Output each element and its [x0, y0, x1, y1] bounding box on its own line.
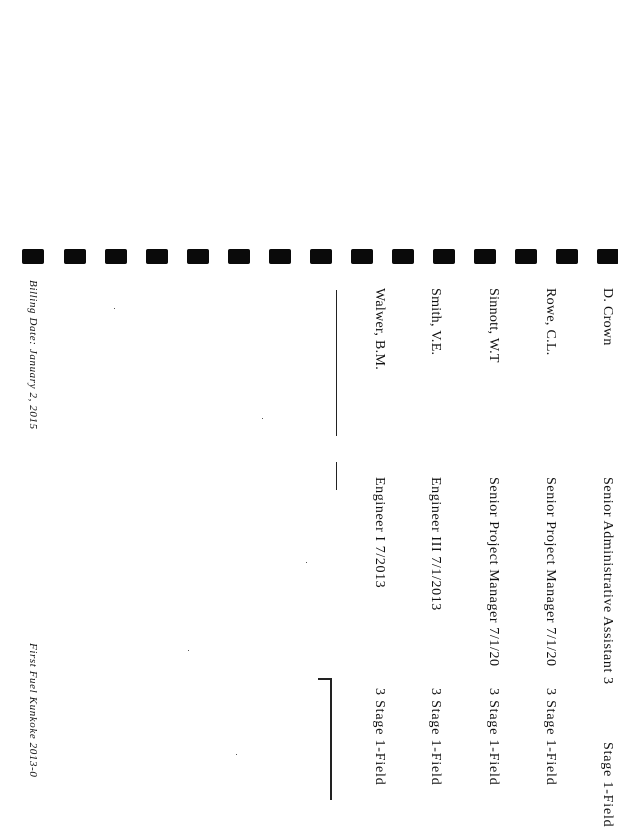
binder-hole — [433, 249, 455, 264]
employee-stage: 3 Stage 1-Field — [372, 688, 387, 786]
employee-name: Sinnott, W.T — [486, 288, 501, 363]
employee-name: Rowe, C.L. — [543, 288, 558, 356]
employee-stage: 3 Stage 1-Field — [486, 688, 501, 786]
binder-hole — [22, 249, 44, 264]
binder-hole — [187, 249, 209, 264]
binder-hole — [474, 249, 496, 264]
binder-hole — [515, 249, 537, 264]
scan-speck — [262, 418, 263, 419]
employee-title: Engineer I 7/2013 — [372, 477, 387, 589]
footer-right-label: First Fuel Kunkoke 2013-0 — [27, 643, 39, 778]
binder-hole — [146, 249, 168, 264]
binder-hole — [310, 249, 332, 264]
employee-name: D. Crown — [600, 288, 615, 346]
employee-stage: Stage 1-Field — [600, 742, 615, 827]
scan-speck — [188, 650, 189, 651]
binder-hole — [228, 249, 250, 264]
scan-speck — [306, 562, 307, 563]
binder-hole — [105, 249, 127, 264]
binder-hole — [556, 249, 578, 264]
scan-speck — [114, 308, 115, 309]
employee-title: Senior Project Manager 7/1/20 — [543, 477, 558, 667]
binder-hole — [351, 249, 373, 264]
employee-title: Senior Project Manager 7/1/20 — [486, 477, 501, 667]
binder-hole — [597, 249, 618, 264]
binder-hole — [64, 249, 86, 264]
billing-date: Billing Date: January 2, 2015 — [27, 280, 39, 430]
binder-hole — [392, 249, 414, 264]
employee-stage: 3 Stage 1-Field — [543, 688, 558, 786]
table-separator-line — [336, 290, 337, 436]
employee-name: Smith, V.E. — [428, 288, 443, 356]
employee-name: Walwer, B.M. — [372, 288, 387, 371]
table-bracket-line — [318, 678, 332, 680]
employee-stage: 3 Stage 1-Field — [428, 688, 443, 786]
binder-hole — [269, 249, 291, 264]
table-bracket-line — [330, 678, 332, 800]
table-separator-line — [336, 462, 337, 490]
employee-title: Senior Administrative Assistant 3 — [600, 477, 615, 685]
scan-speck — [236, 754, 237, 755]
employee-title: Engineer III 7/1/2013 — [428, 477, 443, 611]
